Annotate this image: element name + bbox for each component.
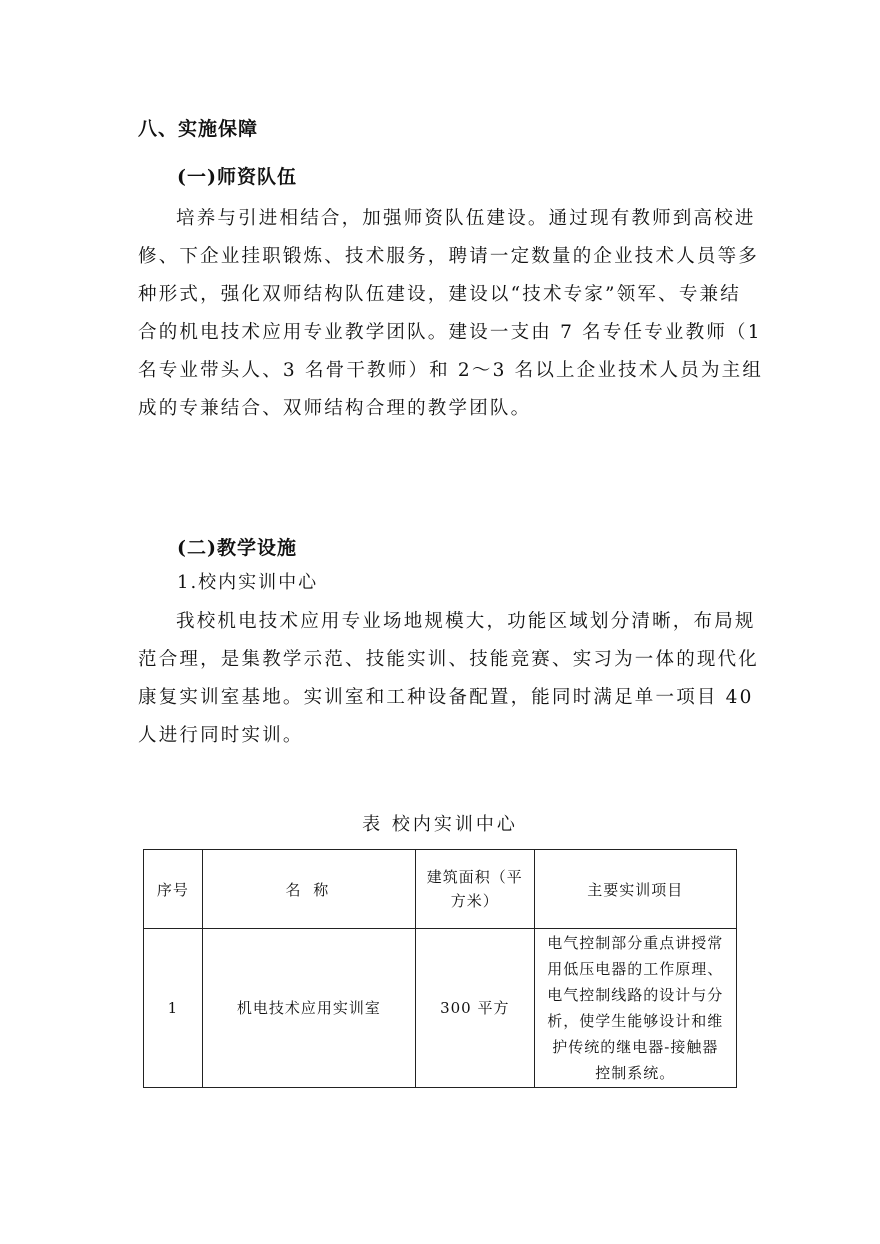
header-projects: 主要实训项目	[534, 850, 736, 929]
subsection-title-faculty: (一)师资队伍	[177, 166, 297, 188]
sub-item-title: 1.校内实训中心	[177, 572, 319, 593]
paragraph-line: 名专业带头人、3 名骨干教师）和 2～3 名以上企业技术人员为主组	[138, 360, 764, 381]
section-title: 八、实施保障	[138, 118, 259, 140]
paragraph-line: 人进行同时实训。	[138, 725, 304, 746]
cell-area: 300 平方	[415, 929, 534, 1088]
paragraph-line: 范合理，是集教学示范、技能实训、技能竞赛、实习为一体的现代化	[138, 649, 760, 670]
paragraph-line: 成的专兼结合、双师结构合理的教学团队。	[138, 398, 532, 419]
cell-name: 机电技术应用实训室	[202, 929, 415, 1088]
cell-projects: 电气控制部分重点讲授常用低压电器的工作原理、电气控制线路的设计与分析，使学生能够设计和维护传统的继电器-接触器控制系统。	[534, 929, 736, 1088]
header-index: 序号	[144, 850, 203, 929]
paragraph-line: 种形式，强化双师结构队伍建设，建设以“技术专家”领军、专兼结	[138, 284, 741, 305]
training-center-table	[143, 849, 737, 1088]
paragraph-line: 我校机电技术应用专业场地规模大，功能区域划分清晰，布局规	[176, 611, 756, 632]
table-caption: 表 校内实训中心	[362, 814, 518, 835]
table-header-row	[144, 850, 737, 929]
table-row	[144, 929, 737, 1088]
paragraph-faculty	[138, 200, 764, 428]
paragraph-line: 培养与引进相结合，加强师资队伍建设。通过现有教师到高校进	[176, 208, 756, 229]
paragraph-line: 康复实训室基地。实训室和工种设备配置，能同时满足单一项目 40	[138, 687, 754, 708]
header-name: 名 称	[202, 850, 415, 929]
paragraph-facilities	[138, 603, 760, 755]
subsection-title-facilities: (二)教学设施	[177, 537, 297, 559]
cell-index: 1	[144, 929, 203, 1088]
paragraph-line: 修、下企业挂职锻炼、技术服务，聘请一定数量的企业技术人员等多	[138, 246, 760, 267]
paragraph-line: 合的机电技术应用专业教学团队。建设一支由 7 名专任专业教师（1	[138, 322, 762, 343]
header-area: 建筑面积（平方米）	[415, 850, 534, 929]
